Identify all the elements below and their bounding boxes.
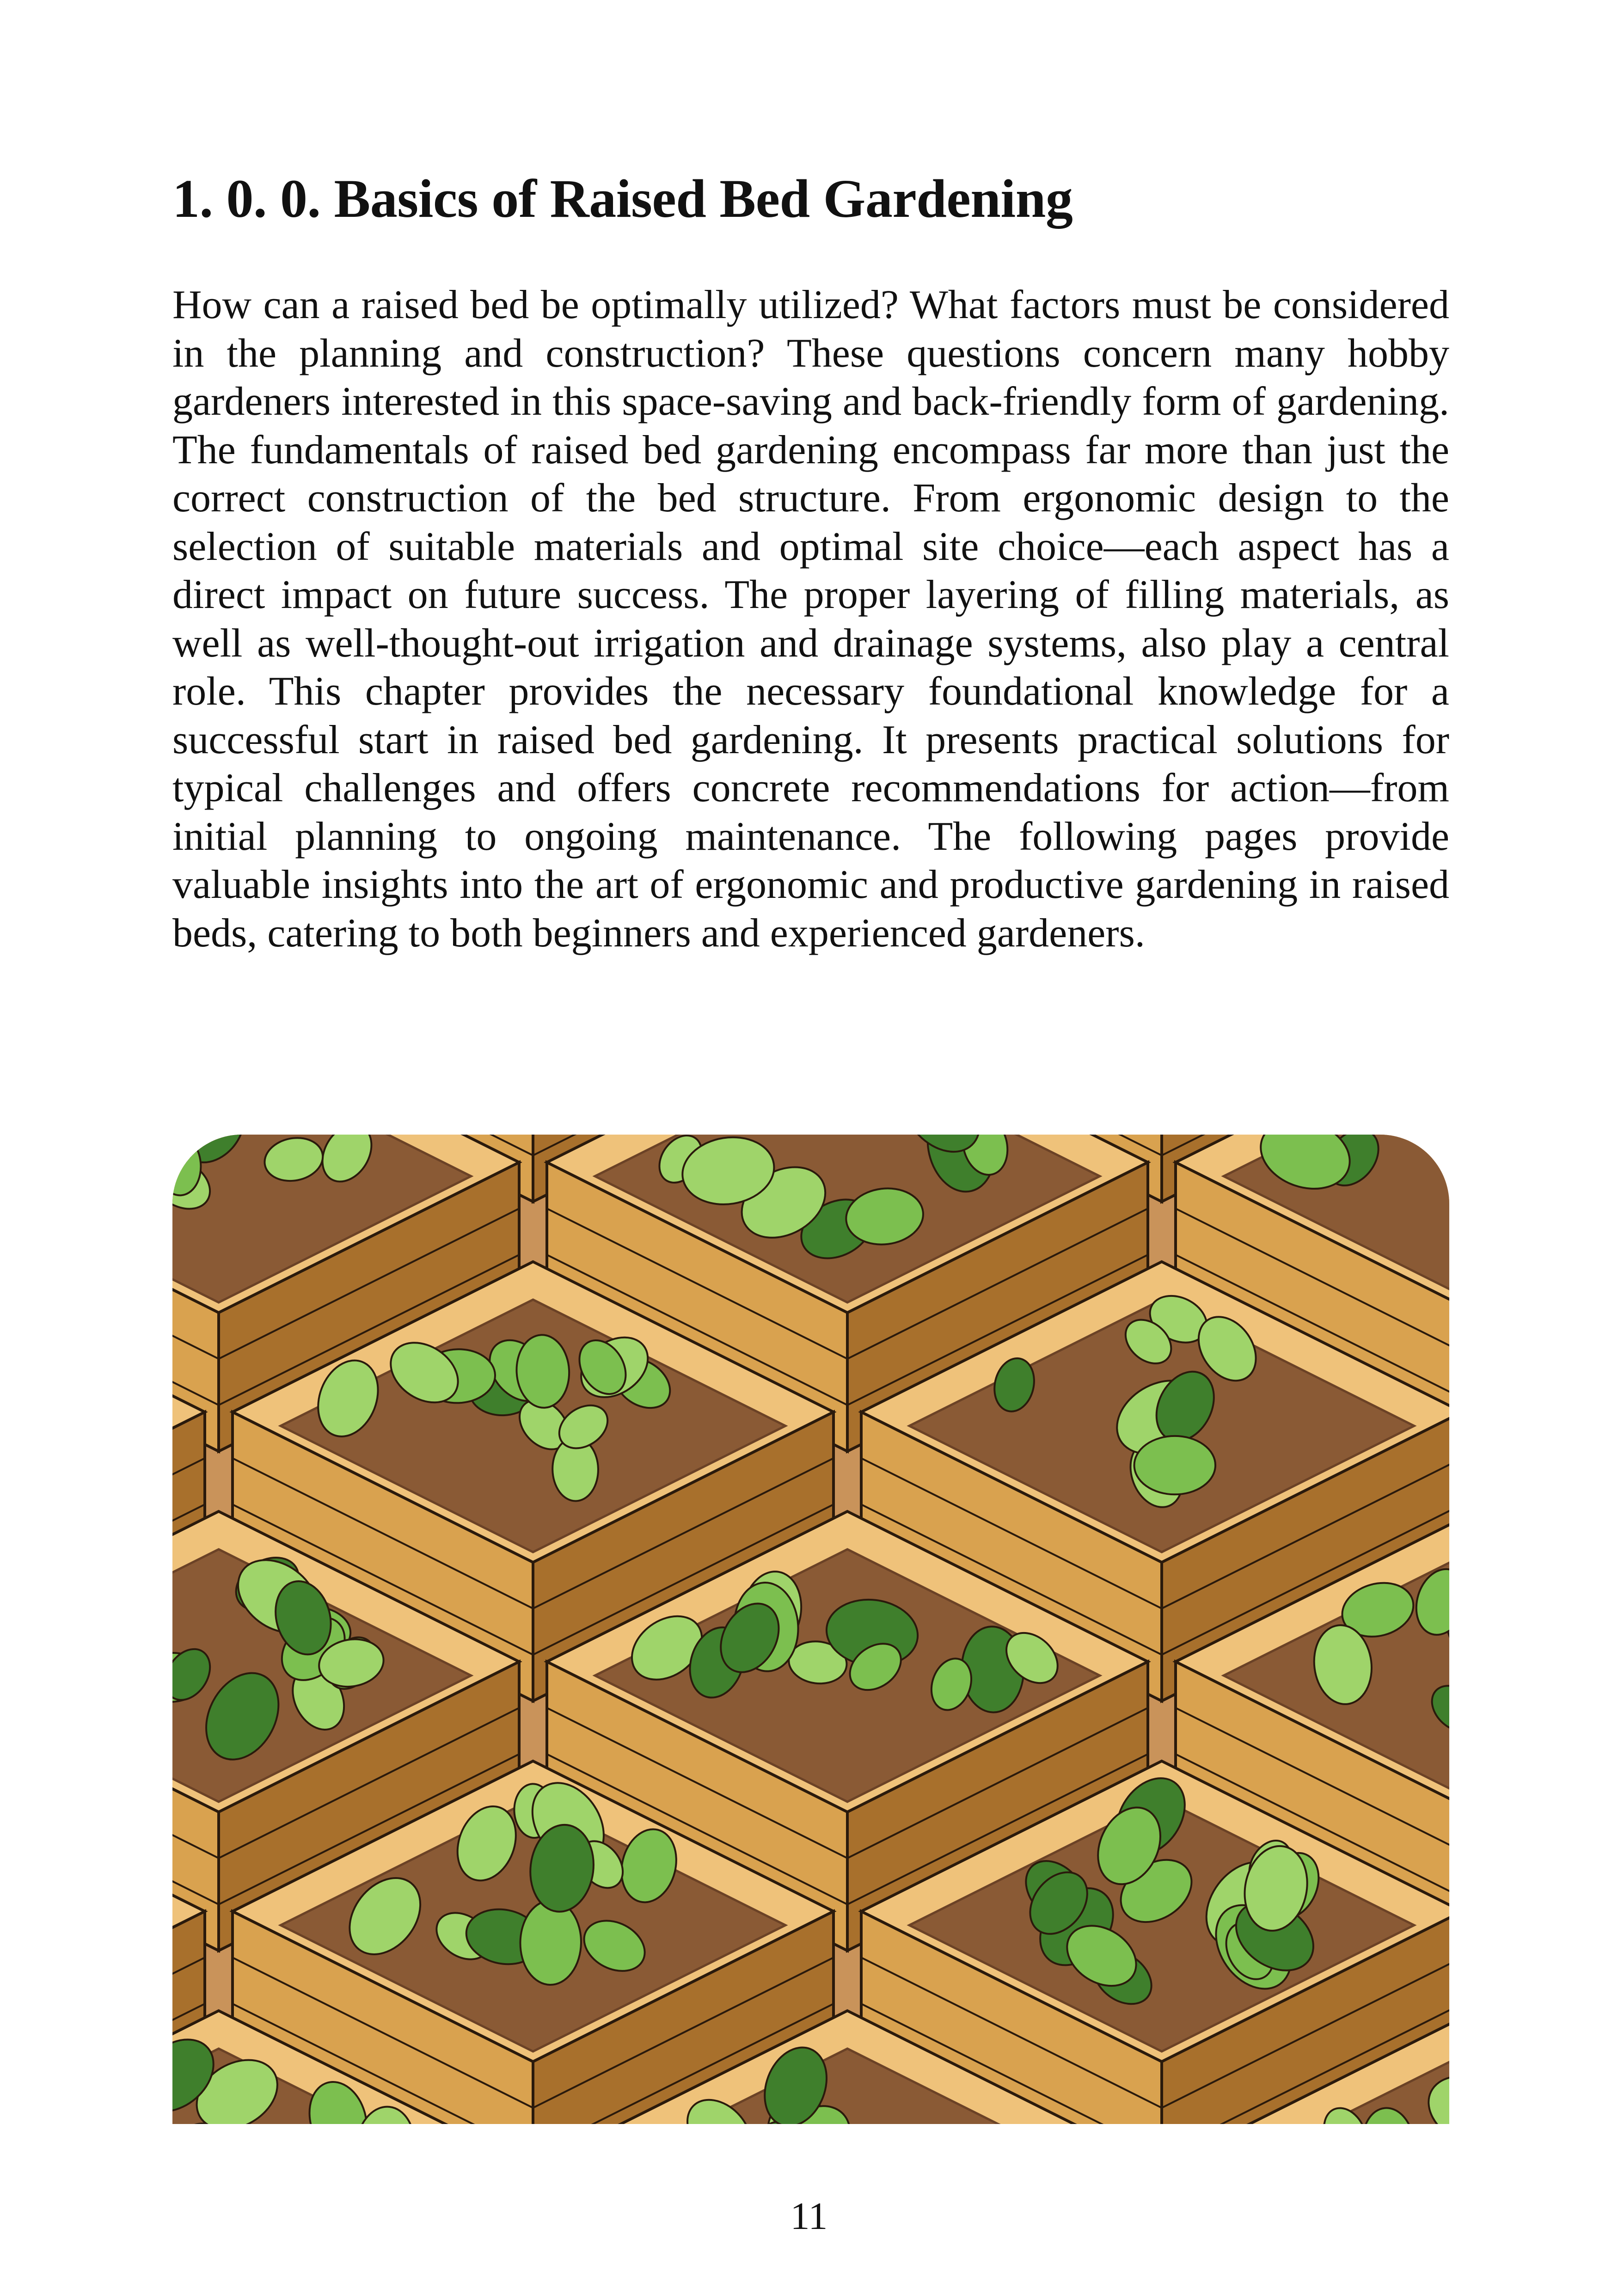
raised-bed-illustration-svg xyxy=(172,1135,1449,2124)
leaf xyxy=(1134,1436,1216,1494)
page-heading: 1. 0. 0. Basics of Raised Bed Gardening xyxy=(172,168,1073,229)
raised-bed-illustration xyxy=(172,1135,1449,2124)
body-paragraph: How can a raised bed be optimally utilized? What factors must be considered in the planning and construction? These questions concern many hobby gardeners interested in this space-saving and back-friendly form of gardening. The fundamentals of raised bed gardening encompass far more than just the correct construction of the bed structure. From ergonomic design to the selection of suitable materials and optimal site choice—each aspect has a direct impact on future success. The proper layering of filling materials, as well as well-thought-out irrigation and drainage systems, also play a central role. This chapter provides the necessary foundational knowledge for a successful start in raised bed gardening. It presents practical solutions for typical challenges and offers concrete recommendations for action—from initial planning to ongoing maintenance. The following pages provide valuable insights into the art of ergonomic and productive gardening in raised beds, catering to both beginners and experienced gardeners. xyxy=(172,282,1449,956)
leaf xyxy=(520,1900,582,1985)
page-number: 11 xyxy=(790,2195,828,2238)
